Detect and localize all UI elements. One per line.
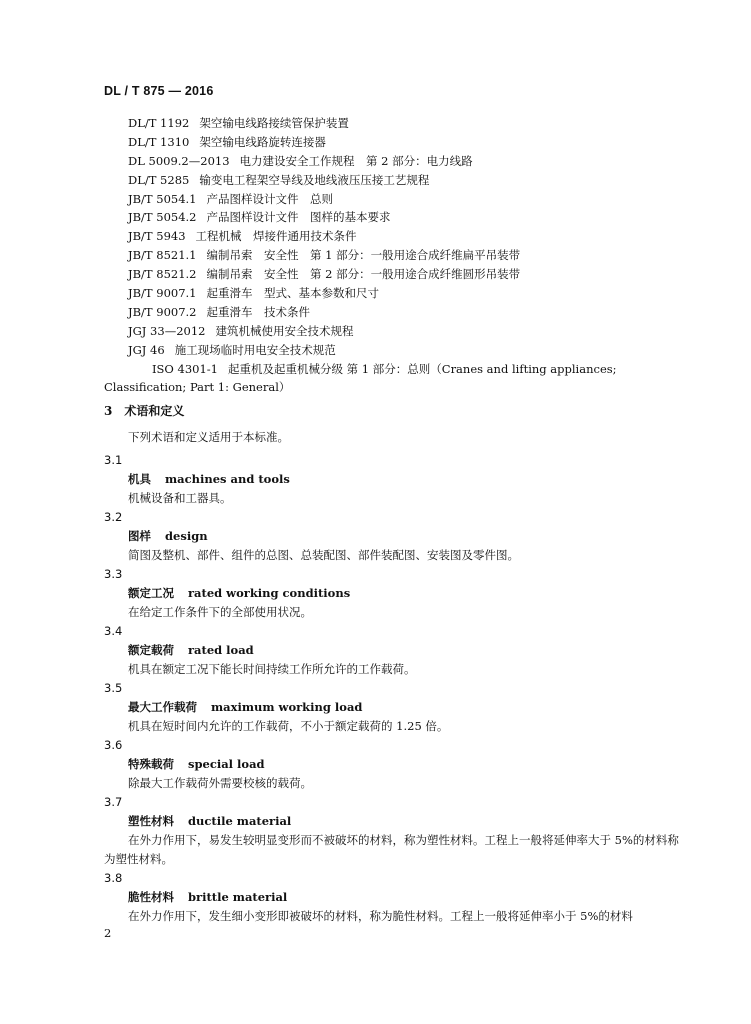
- reference-title: 编制吊索 安全性 第 1 部分：一般用途合成纤维扁平吊装带: [206, 248, 521, 263]
- reference-code: JB/T 8521.2: [128, 267, 197, 282]
- section-title: 术语和定义: [124, 404, 185, 418]
- term-number: 3.1: [104, 453, 123, 467]
- reference-item: [104, 322, 684, 341]
- reference-item: [104, 246, 684, 265]
- reference-item: [104, 303, 684, 322]
- term-definition: 机具在额定工况下能长时间持续工作所允许的工作载荷。: [128, 662, 416, 676]
- reference-code: DL/T 1310: [128, 134, 190, 149]
- reference-item: [104, 114, 684, 133]
- reference-item: [104, 190, 684, 209]
- term-en: brittle material: [188, 890, 288, 904]
- reference-title: 产品图样设计文件 图样的基本要求: [206, 210, 391, 225]
- reference-title: 产品图样设计文件 总则: [206, 191, 334, 206]
- reference-code: JB/T 9007.1: [128, 286, 197, 301]
- term-en: rated load: [188, 643, 254, 657]
- reference-item: [104, 360, 684, 398]
- reference-item: [104, 152, 684, 171]
- term-definition: 在给定工作条件下的全部使用状况。: [128, 605, 312, 619]
- term-en: rated working conditions: [188, 586, 351, 600]
- section-number: 3: [104, 404, 113, 418]
- term-heading: [104, 584, 680, 603]
- reference-code: JB/T 8521.1: [128, 248, 197, 263]
- term-definition: 除最大工作载荷外需要校核的载荷。: [128, 776, 312, 790]
- term-zh: 图样: [128, 529, 151, 543]
- term-definition: 简图及整机、部件、组件的总图、总装配图、部件装配图、安装图及零件图。: [128, 548, 519, 562]
- reference-code: JGJ 33—2012: [128, 323, 206, 338]
- term-list: [104, 451, 680, 926]
- term-number: 3.5: [104, 681, 123, 695]
- term-number: 3.6: [104, 738, 123, 752]
- term-definition: 机械设备和工器具。: [128, 491, 232, 505]
- reference-code: DL/T 1192: [128, 116, 190, 130]
- term-en: machines and tools: [165, 472, 290, 486]
- term-en: special load: [188, 757, 265, 771]
- term-definition: 在外力作用下，易发生较明显变形而不被破坏的材料，称为塑性材料。工程上一般将延伸率大于 5%的材料称为塑性材料。: [104, 833, 679, 866]
- reference-code: JB/T 5054.2: [128, 210, 197, 225]
- term-zh: 塑性材料: [128, 814, 174, 828]
- reference-item: [104, 133, 684, 152]
- reference-list: [104, 114, 684, 397]
- reference-code: JGJ 46: [128, 342, 165, 357]
- term-zh: 脆性材料: [128, 890, 174, 904]
- term-heading: [104, 755, 680, 774]
- term-number: 3.7: [104, 795, 123, 809]
- term-zh: 特殊载荷: [128, 757, 174, 771]
- reference-title: 架空输电线路接续管保护装置: [199, 116, 349, 130]
- page-number: 2: [104, 926, 112, 940]
- reference-title: 工程机械 焊接件通用技术条件: [195, 229, 357, 244]
- term-heading: [104, 470, 680, 489]
- reference-title: 编制吊索 安全性 第 2 部分：一般用途合成纤维圆形吊装带: [206, 267, 521, 282]
- reference-code: JB/T 5054.1: [128, 191, 197, 206]
- term-zh: 额定载荷: [128, 643, 174, 657]
- term-number: 3.2: [104, 510, 123, 524]
- reference-item: [104, 208, 684, 227]
- term-zh: 机具: [128, 472, 151, 486]
- term-heading: [104, 527, 680, 546]
- term-heading: [104, 698, 680, 717]
- reference-title: 施工现场临时用电安全技术规范: [174, 342, 336, 357]
- term-number: 3.3: [104, 567, 123, 581]
- term-heading: [104, 888, 680, 907]
- reference-code: JB/T 9007.2: [128, 304, 197, 319]
- term-en: design: [165, 529, 208, 543]
- reference-item: [104, 265, 684, 284]
- term-number: 3.8: [104, 871, 123, 885]
- reference-title: 建筑机械使用安全技术规程: [215, 323, 354, 338]
- reference-item: [104, 171, 684, 190]
- reference-item: [104, 284, 684, 303]
- section-intro: 下列术语和定义适用于本标准。: [128, 430, 289, 444]
- term-heading: [104, 641, 680, 660]
- reference-code: DL/T 5285: [128, 172, 190, 187]
- term-number: 3.4: [104, 624, 123, 638]
- term-zh: 最大工作载荷: [128, 700, 197, 714]
- reference-title: 起重滑车 技术条件: [206, 304, 311, 319]
- reference-title: 起重机及起重机械分级 第 1 部分：总则（Cranes and lifting appliances; Classification; Part 1: General）: [104, 361, 617, 395]
- reference-code: ISO 4301-1: [152, 361, 218, 376]
- reference-item: [104, 341, 684, 360]
- reference-code: JB/T 5943: [128, 229, 186, 244]
- reference-title: 架空输电线路旋转连接器: [199, 134, 326, 149]
- standard-header: DL / T 875 — 2016: [104, 84, 214, 98]
- term-heading: [104, 812, 680, 831]
- section-heading: [104, 402, 184, 419]
- reference-title: 电力建设安全工作规程 第 2 部分：电力线路: [239, 153, 473, 168]
- reference-title: 输变电工程架空导线及地线液压压接工艺规程: [199, 172, 430, 187]
- reference-item: [104, 227, 684, 246]
- reference-title: 起重滑车 型式、基本参数和尺寸: [206, 286, 380, 301]
- reference-code: DL 5009.2—2013: [128, 153, 230, 168]
- term-definition: 在外力作用下，发生细小变形即被破坏的材料，称为脆性材料。工程上一般将延伸率小于 5%的材料: [128, 909, 633, 923]
- term-en: maximum working load: [211, 700, 363, 714]
- term-definition: 机具在短时间内允许的工作载荷，不小于额定载荷的 1.25 倍。: [128, 719, 449, 733]
- term-en: ductile material: [188, 814, 292, 828]
- term-zh: 额定工况: [128, 586, 174, 600]
